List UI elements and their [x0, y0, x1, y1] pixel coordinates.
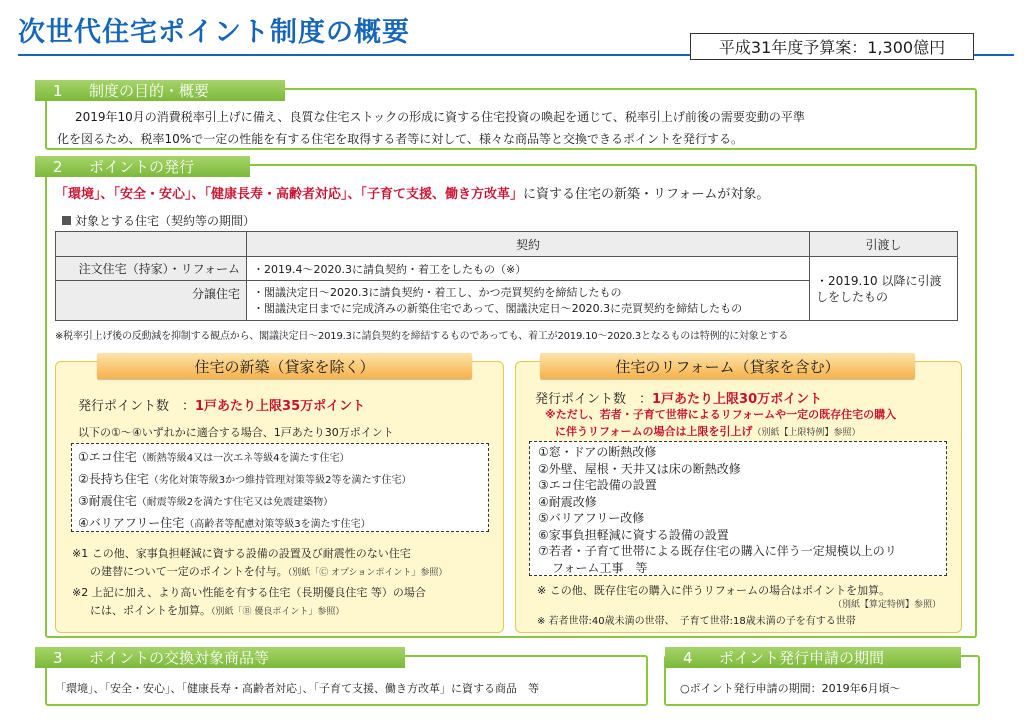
- item-sub: （高齢者等配慮対策等級3を満たす住宅）: [184, 519, 371, 530]
- list-item: [78, 513, 482, 535]
- row-label-custom: 注文住宅（持家）・リフォーム: [56, 257, 247, 281]
- lead-rest: に資する住宅の新築・リフォームが対象。: [523, 187, 770, 202]
- list-item: ③エコ住宅設備の設置: [538, 478, 657, 492]
- row-contract-custom: ・2019.4～2020.3に請負契約・着工をしたもの（※）: [247, 257, 810, 281]
- new-build-note-2: [72, 584, 426, 621]
- item-main: ④バリアフリー住宅: [78, 516, 185, 530]
- reform-works-box: [529, 441, 947, 576]
- section-application-heading: [665, 647, 961, 668]
- item-sub: （耐震等級2を満たす住宅又は免震建築物）: [136, 497, 334, 508]
- col-contract: 契約: [247, 232, 810, 257]
- page-title: 次世代住宅ポイント制度の概要: [18, 17, 410, 48]
- section-number: 2: [53, 157, 63, 176]
- item-sub: （断熱等級4又は一次エネ等級4を満たす住宅）: [136, 453, 350, 464]
- purpose-text: [57, 106, 955, 150]
- sale-contract-b: ・閣議決定日までに完成済みの新築住宅であって、閣議決定日～2020.3に売買契約を締結したもの: [253, 301, 743, 315]
- note-ref: （別紙「Ⓒ オプションポイント」参照）: [287, 568, 448, 578]
- list-item: ⑦若者・子育て世帯による既存住宅の購入に伴う一定規模以上のリ: [538, 544, 897, 558]
- section-heading-label: ポイントの発行: [89, 158, 195, 176]
- reform-points: [535, 388, 822, 407]
- points-value: 1戸あたり上限30万ポイント: [652, 392, 823, 407]
- list-item: ⑥家事負担軽減に資する設備の設置: [538, 527, 729, 542]
- delivery-cell: ・2019.10 以降に引渡しをしたもの: [810, 257, 958, 321]
- application-text: ○ポイント発行申請の期間：2019年6月頃～: [680, 682, 901, 695]
- list-item: ①窓・ドアの断熱改修: [538, 445, 657, 459]
- target-subheading-label: 対象とする住宅（契約等の期間）: [75, 214, 256, 228]
- exchange-text: 「環境」、「安全・安心」、「健康長寿・高齢者対応」、「子育て支援、働き方改革」に資する商品 等: [55, 682, 539, 695]
- table-row: [56, 257, 958, 281]
- list-item: [78, 491, 482, 513]
- square-bullet-icon: [62, 216, 71, 225]
- reform-tab: 住宅のリフォーム（貸家を含む）: [540, 353, 915, 379]
- section-heading-label: ポイントの交換対象商品等: [89, 649, 270, 667]
- special-ref: （別紙【上限特例】参照）: [752, 428, 861, 438]
- section-issuance-heading: [35, 156, 250, 177]
- list-item: [78, 469, 482, 491]
- new-build-note-1: [72, 545, 447, 582]
- item-main: ②長持ち住宅: [78, 472, 149, 486]
- section-number: 1: [53, 81, 63, 100]
- reform-note-b: ※ 若者世帯:40歳未満の世帯、 子育て世帯:18歳未満の子を有する世帯: [537, 616, 856, 627]
- section-number: 3: [53, 648, 63, 667]
- sale-contract-a: ・閣議決定日～2020.3に請負契約・着工し、かつ売買契約を締結したもの: [253, 285, 622, 299]
- contract-period-table: [55, 231, 958, 321]
- table-header-row: [56, 232, 958, 257]
- list-item: [78, 447, 482, 469]
- issuance-lead: [55, 183, 769, 202]
- tax-note: ※税率引上げ後の反動減を抑制する観点から、閣議決定日～2019.3に請負契約を締結するものであっても、着工が2019.10～2020.3となるものは特例的に対象とする: [55, 331, 789, 342]
- special-line: ※ただし、若者・子育て世帯によるリフォームや一定の既存住宅の購入: [545, 408, 897, 421]
- note-line: の建替について一定のポイントを付与。: [90, 565, 288, 578]
- section-number: 4: [683, 648, 693, 667]
- budget-box: 平成31年度予算案：1,300億円: [690, 33, 974, 60]
- list-item: ②外壁、屋根・天井又は床の断熱改修: [538, 461, 741, 476]
- points-label: 発行ポイント数 ：: [535, 392, 653, 407]
- note-line: ※2 上記に加え、より高い性能を有する住宅（長期優良住宅 等）の場合: [72, 586, 426, 599]
- section-heading-label: ポイント発行申請の期間: [719, 649, 885, 667]
- list-item: ④耐震改修: [538, 494, 597, 509]
- reform-special-note: [545, 406, 896, 442]
- item-main: ③耐震住宅: [78, 494, 137, 508]
- purpose-line-2: 化を図るため、税率10%で一定の性能を有する住宅を取得する者等に対して、様々な商品等と交換できるポイントを発行する。: [57, 132, 743, 146]
- lead-categories: 「環境」、「安全・安心」、「健康長寿・高齢者対応」、「子育て支援、働き方改革」: [55, 187, 524, 202]
- reform-note-a: ※ この他、既存住宅の購入に伴うリフォームの場合はポイントを加算。: [537, 584, 891, 597]
- table-corner: [56, 232, 247, 257]
- col-delivery: 引渡し: [810, 232, 958, 257]
- note-line: には、ポイントを加算。: [90, 604, 211, 617]
- new-build-points: [78, 395, 365, 414]
- section-purpose-heading: [35, 80, 285, 101]
- list-item: フォーム工事 等: [552, 560, 648, 575]
- new-build-condition: 以下の①～④いずれかに適合する場合、1戸あたり30万ポイント: [78, 426, 394, 439]
- item-sub: （劣化対策等級3かつ維持管理対策等級2等を満たす住宅）: [148, 475, 412, 486]
- purpose-line-1: 2019年10月の消費税率引上げに備え、良質な住宅ストックの形成に資する住宅投資の喚起を通じて、税率引上げ前後の需要変動の平準: [75, 110, 805, 124]
- note-line: ※1 この他、家事負担軽減に資する設備の設置及び耐震性のない住宅: [72, 547, 411, 560]
- special-line: に伴うリフォームの場合は上限を引上げ: [555, 425, 753, 438]
- section-exchange-heading: [35, 647, 405, 668]
- item-main: ①エコ住宅: [78, 450, 137, 464]
- row-label-sale: 分譲住宅: [56, 281, 247, 321]
- reform-note-ref: （別紙【算定特例】参照）: [833, 600, 942, 610]
- target-subheading: [62, 212, 255, 229]
- list-item: ⑤バリアフリー改修: [538, 511, 645, 525]
- new-build-criteria-box: [71, 443, 489, 532]
- points-value: 1戸あたり上限35万ポイント: [195, 399, 366, 414]
- new-build-tab: 住宅の新築（貸家を除く）: [97, 353, 472, 379]
- section-heading-label: 制度の目的・概要: [89, 82, 210, 100]
- points-label: 発行ポイント数 ：: [78, 399, 196, 414]
- note-ref: （別紙「Ⓑ 優良ポイント」参照）: [211, 607, 345, 617]
- row-contract-sale: [247, 281, 810, 321]
